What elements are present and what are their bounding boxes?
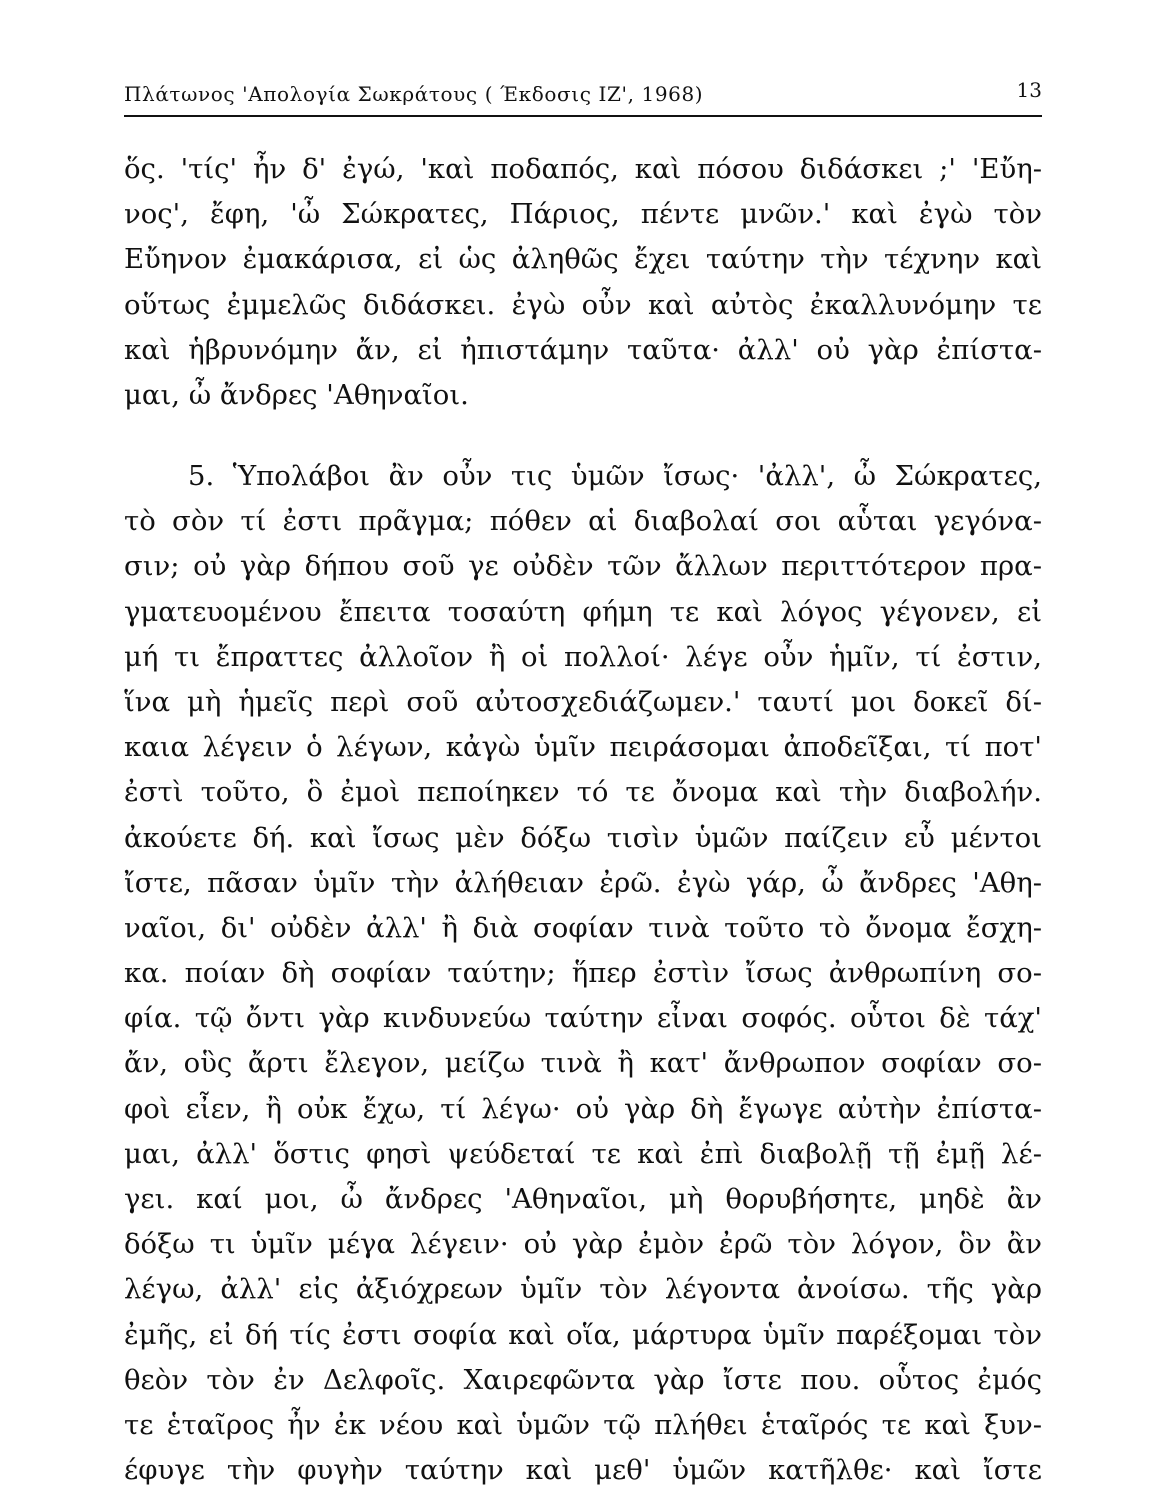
text-line: τὸ σὸν τί ἐστι πρᾶγμα; πόθεν αἱ διαβολαί σοι αὗται γεγόνα- (124, 505, 1042, 538)
text-line: θεὸν τὸν ἐν Δελφοῖς. Χαιρεφῶντα γὰρ ἴστε που. οὗτος ἐμός (124, 1363, 1042, 1396)
header-rule (124, 115, 1042, 117)
text-line: δόξω τι ὑμῖν μέγα λέγειν· οὐ γὰρ ἐμὸν ἐρῶ τὸν λόγον, ὃν ἂν (124, 1228, 1042, 1261)
paragraph-continuation (124, 147, 1042, 418)
running-header (124, 76, 1042, 106)
text-line: γει. καί μοι, ὦ ἄνδρες 'Αθηναῖοι, μὴ θορυβήσητε, μηδὲ ἂν (124, 1183, 1042, 1215)
text-line: μαι, ὦ ἄνδρες 'Αθηναῖοι. (124, 378, 469, 411)
text-line: ἵνα μὴ ἡμεῖς περὶ σοῦ αὐτοσχεδιάζωμεν.' ταυτί μοι δοκεῖ δί- (124, 685, 1042, 718)
text-line: μαι, ἀλλ' ὅστις φησὶ ψεύδεταί τε καὶ ἐπὶ διαβολῇ τῇ ἐμῇ λέ- (124, 1137, 1042, 1170)
text-line: φία. τῷ ὄντι γὰρ κινδυνεύω ταύτην εἶναι σοφός. οὗτοι δὲ τάχ' (124, 1002, 1042, 1035)
text-line: έφυγε τὴν φυγὴν ταύτην καὶ μεθ' ὑμῶν κατῆλθε· καὶ ἴστε (124, 1454, 1042, 1487)
text-line: καια λέγειν ὁ λέγων, κἀγὼ ὑμῖν πειράσομαι ἀποδεῖξαι, τί ποτ' (124, 731, 1042, 764)
text-line: 5. Ὑπολάβοι ἂν οὖν τις ὑμῶν ἴσως· 'ἀλλ', ὦ Σώκρατες, (188, 460, 1042, 492)
text-line: φοὶ εἶεν, ἢ οὐκ ἔχω, τί λέγω· οὐ γὰρ δὴ ἔγωγε αὐτὴν ἐπίστα- (124, 1092, 1042, 1125)
text-line: ἐμῆς, εἰ δή τίς ἐστι σοφία καὶ οἵα, μάρτυρα ὑμῖν παρέξομαι τὸν (124, 1318, 1042, 1351)
text-line: μή τι ἔπραττες ἀλλοῖον ἢ οἱ πολλοί· λέγε οὖν ἡμῖν, τί ἐστιν, (124, 640, 1042, 673)
paragraph-section-5 (124, 454, 1042, 1493)
text-line: οὕτως ἐμμελῶς διδάσκει. ἐγὼ οὖν καὶ αὐτὸς ἐκαλλυνόμην τε (124, 288, 1042, 321)
text-line: γματευομένου ἔπειτα τοσαύτη φήμη τε καὶ λόγος γέγονεν, εἰ (124, 595, 1042, 628)
text-line: ἴστε, πᾶσαν ὑμῖν τὴν ἀλήθειαν ἐρῶ. ἐγὼ γάρ, ὦ ἄνδρες 'Αθη- (124, 866, 1042, 899)
text-line: ἐστὶ τοῦτο, ὃ ἐμοὶ πεποίηκεν τό τε ὄνομα καὶ τὴν διαβολήν. (124, 776, 1042, 809)
page-number: 13 (1016, 78, 1042, 102)
text-line: σιν; οὐ γὰρ δήπου σοῦ γε οὐδὲν τῶν ἄλλων περιττότερον πρα- (124, 550, 1042, 583)
text-line: Εὔηνον ἐμακάρισα, εἰ ὡς ἀληθῶς ἔχει ταύτην τὴν τέχνην καὶ (124, 243, 1042, 276)
text-line: καὶ ἡβρυνόμην ἄν, εἰ ἠπιστάμην ταῦτα· ἀλλ' οὐ γὰρ ἐπίστα- (124, 333, 1042, 366)
text-line: λέγω, ἀλλ' εἰς ἀξιόχρεων ὑμῖν τὸν λέγοντα ἀνοίσω. τῆς γὰρ (124, 1273, 1042, 1306)
text-line: ὅς. 'τίς' ἦν δ' ἐγώ, 'καὶ ποδαπός, καὶ πόσου διδάσκει ;' 'Εὔη- (124, 153, 1042, 185)
text-line: τε ἑταῖρος ἦν ἐκ νέου καὶ ὑμῶν τῷ πλήθει ἑταῖρός τε καὶ ξυν- (124, 1408, 1042, 1441)
text-line: ἀκούετε δή. καὶ ἴσως μὲν δόξω τισὶν ὑμῶν παίζειν εὖ μέντοι (124, 821, 1042, 854)
text-line: ἄν, οὓς ἄρτι ἔλεγον, μείζω τινὰ ἢ κατ' ἄνθρωπον σοφίαν σο- (124, 1047, 1042, 1080)
running-header-title: Πλάτωνος 'Απολογία Σωκράτους ( Έκδοσις ΙΖ', 1968) (124, 82, 704, 106)
text-line: ναῖοι, δι' οὐδὲν ἀλλ' ἢ διὰ σοφίαν τινὰ τοῦτο τὸ ὄνομα ἔσχη- (124, 911, 1042, 944)
text-line: νος', ἔφη, 'ὦ Σώκρατες, Πάριος, πέντε μνῶν.' καὶ ἐγὼ τὸν (124, 198, 1042, 231)
text-line: κα. ποίαν δὴ σοφίαν ταύτην; ἥπερ ἐστὶν ἴσως ἀνθρωπίνη σο- (124, 957, 1042, 990)
